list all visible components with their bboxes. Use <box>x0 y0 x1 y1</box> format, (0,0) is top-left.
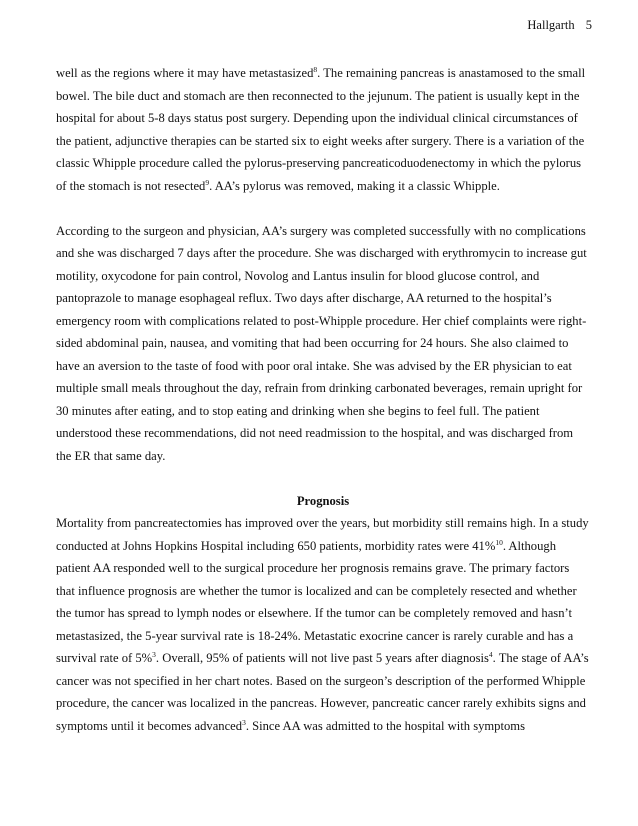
page-number: 5 <box>585 18 592 32</box>
citation: 9 <box>205 177 210 187</box>
section-heading-prognosis: Prognosis <box>296 493 350 508</box>
paragraph-surgery-details: well as the regions where it may have metastasized$^8$. The remaining pancreas is anastamosed to the small bowel. The bile duct and stomach are then reconnected to the jejunum. The patient is usually kept in the hospital for about 5-8 days status post surgery. Depending upon the individual clinical circumstances of the patient, adjunctive therapies can be started six to eight weeks after surgery. There is a variation of the classic Whipple procedure called the pylorus-preserving pancreaticoduodenectomy in which the pylorus of the stomach is not resected$^9$. AA’s pylorus was removed, making it a classic Whipple. <box>56 65 586 193</box>
header-author: Hallgarth <box>527 18 575 32</box>
paragraph-discharge: According to the surgeon and physician, AA’s surgery was completed successfully with no complications and she was discharged 7 days after the procedure. She was discharged with erythromycin to increase gut motility, oxycodone for pain control, Novolog and Lantus insulin for blood glucose control, and pantoprazole to manage esophageal reflux. Two days after discharge, AA returned to the hospital’s emergency room with complications related to post-Whipple procedure. Her chief complaints were right-sided abdominal pain, nausea, and vomiting that had been occurring for 24 hours. She also claimed to have an aversion to the taste of food with poor oral intake. She was advised by the ER physician to eat multiple small meals throughout the day, refrain from drinking carbonated beverages, remain upright for 30 minutes after eating, and to stop eating and drinking when she begins to feel full. The patient understood these recommendations, did not need readmission to the hospital, and was discharged from the ER that same day. <box>56 223 587 463</box>
citation: 3 <box>242 717 246 727</box>
paragraph-prognosis: Mortality from pancreatectomies has improved over the years, but morbidity still remains high. In a study conducted at Johns Hopkins Hospital including 650 patients, morbidity rates were 41%$^{10}$. Although patient AA responded well to the surgical procedure her prognosis remains grave. The primary factors that influence prognosis are whether the tumor is localized and can be completely resected and whether the tumor has spread to lymph nodes or elsewhere. If the tumor can be completely removed and hasn’t metastasized, the 5-year survival rate is 18-24%. Metastatic exocrine cancer is rarely curable and has a survival rate of 5%$^3$. Overall, 95% of patients will not live past 5 years after diagnosis$^4$. The stage of AA’s cancer was not specified in her chart notes. Based on the surgeon’s description of the performed Whipple procedure, the cancer was localized in the pancreas. However, pancreatic cancer rarely exhibits signs and symptoms until it becomes advanced$^3$. Since AA was admitted to the hospital with symptoms <box>56 516 589 733</box>
page-header <box>527 18 592 33</box>
document-body <box>56 62 590 737</box>
citation: 10 <box>495 537 503 547</box>
citation: 3 <box>152 650 156 659</box>
citation: 8 <box>313 65 318 74</box>
citation: 4 <box>488 650 493 659</box>
